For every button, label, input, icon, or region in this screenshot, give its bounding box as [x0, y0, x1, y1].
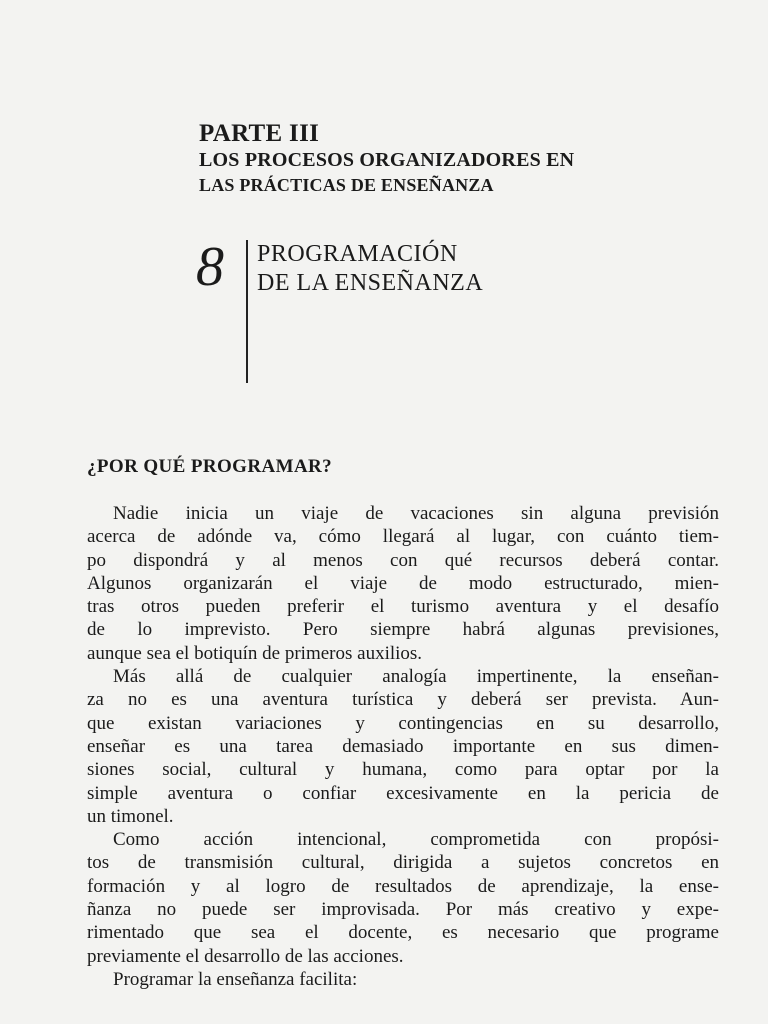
body-line: de lo imprevisto. Pero siempre habrá algunas previsiones, [87, 619, 719, 641]
body-text [87, 502, 719, 991]
body-line: rimentado que sea el docente, es necesario que programe [87, 922, 719, 944]
body-line: po dispondrá y al menos con qué recursos deberá contar. [87, 549, 719, 571]
body-line: Como acción intencional, comprometida con propósi- [113, 829, 719, 851]
body-line: ñanza no puede ser improvisada. Por más creativo y expe- [87, 899, 719, 921]
chapter-number: 8 [196, 236, 224, 298]
body-line: za no es una aventura turística y deberá ser prevista. Aun- [87, 689, 719, 711]
chapter-title-line: DE LA ENSEÑANZA [257, 270, 484, 296]
body-line: Más allá de cualquier analogía impertinente, la enseñan- [113, 666, 719, 688]
part-title [199, 148, 719, 198]
part-label: PARTE III [199, 120, 320, 147]
body-line: un timonel. [87, 805, 174, 827]
part-title-line: LAS PRÁCTICAS DE ENSEÑANZA [199, 175, 494, 195]
body-line: que existan variaciones y contingencias en su desarrollo, [87, 712, 719, 734]
chapter-title [257, 240, 483, 298]
body-line: siones social, cultural y humana, como para optar por la [87, 759, 719, 781]
body-line: tras otros pueden preferir el turismo aventura y el desafío [87, 596, 719, 618]
body-line: aunque sea el botiquín de primeros auxilios. [87, 642, 423, 664]
body-line: Nadie inicia un viaje de vacaciones sin alguna previsión [113, 503, 719, 524]
body-line: simple aventura o confiar excesivamente en la pericia de [87, 782, 719, 804]
chapter-divider-rule [246, 240, 248, 383]
body-line: tos de transmisión cultural, dirigida a sujetos concretos en [87, 852, 719, 874]
section-heading: ¿POR QUÉ PROGRAMAR? [87, 456, 333, 477]
chapter-title-line: PROGRAMACIÓN [257, 241, 458, 267]
body-line: acerca de adónde va, cómo llegará al lugar, con cuánto tiem- [87, 526, 719, 548]
body-line: Programar la enseñanza facilita: [113, 968, 358, 990]
body-line: Algunos organizarán el viaje de modo estructurado, mien- [87, 572, 719, 594]
body-line: formación y al logro de resultados de aprendizaje, la ense- [87, 875, 719, 897]
body-line: enseñar es una tarea demasiado importante en sus dimen- [87, 735, 719, 757]
body-line: previamente el desarrollo de las acciones. [87, 945, 404, 967]
part-title-line: LOS PROCESOS ORGANIZADORES EN [199, 149, 575, 171]
